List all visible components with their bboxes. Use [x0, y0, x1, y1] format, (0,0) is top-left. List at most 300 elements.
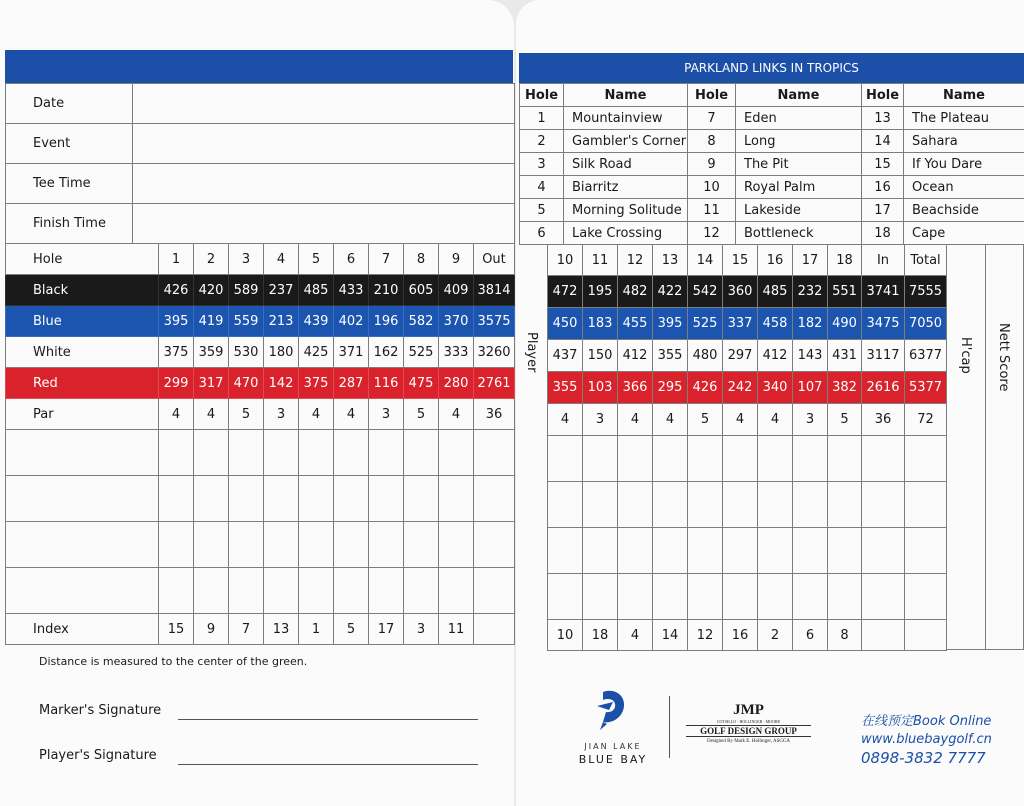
marker-signature-line — [178, 719, 478, 720]
hole-number-cell: 8 — [688, 130, 736, 153]
back-index-cell — [905, 620, 947, 651]
hole-name-row — [520, 153, 1024, 176]
back-yardage-cell: 551 — [828, 276, 862, 308]
hole-name-row — [520, 130, 1024, 153]
back-score-entry-row — [548, 482, 947, 528]
back-tee-row-red — [548, 372, 947, 404]
back-yardage-cell: 3 — [793, 404, 828, 436]
front-header-cell: 6 — [334, 244, 369, 275]
score-entry-cell[interactable] — [194, 522, 229, 568]
yardage-cell: 142 — [264, 368, 299, 399]
tee-label: Black — [6, 275, 159, 306]
info-entry-field[interactable] — [133, 164, 515, 204]
score-entry-cell[interactable] — [6, 430, 159, 476]
back-yardage-cell: 3117 — [862, 340, 905, 372]
booking-url[interactable]: www.bluebaygolf.cn — [861, 732, 992, 747]
score-entry-cell[interactable] — [404, 568, 439, 614]
score-entry-cell[interactable] — [474, 522, 515, 568]
score-entry-cell[interactable] — [758, 436, 793, 482]
score-entry-cell[interactable] — [905, 574, 947, 620]
yardage-cell: 333 — [439, 337, 474, 368]
info-label: Finish Time — [6, 204, 133, 244]
yardage-cell: 4 — [439, 399, 474, 430]
back-index-cell: 4 — [618, 620, 653, 651]
score-entry-cell[interactable] — [583, 436, 618, 482]
back-yardage-cell: 36 — [862, 404, 905, 436]
score-entry-cell[interactable] — [264, 522, 299, 568]
names-header-row — [520, 84, 1024, 107]
blue-bay-logo — [558, 686, 668, 776]
yardage-cell: 162 — [369, 337, 404, 368]
back-index-cell: 14 — [653, 620, 688, 651]
hole-name-cell: Morning Solitude — [564, 199, 688, 222]
hole-number-cell: 14 — [862, 130, 904, 153]
score-entry-cell[interactable] — [723, 482, 758, 528]
yardage-cell: 530 — [229, 337, 264, 368]
score-entry-cell[interactable] — [688, 528, 723, 574]
score-entry-cell[interactable] — [583, 574, 618, 620]
yardage-cell: 582 — [404, 306, 439, 337]
hole-number-cell: 13 — [862, 107, 904, 130]
hole-number-cell: 12 — [688, 222, 736, 245]
course-title: PARKLAND LINKS IN TROPICS — [684, 61, 859, 75]
score-entry-cell[interactable] — [264, 476, 299, 522]
hcap-label: H'cap — [958, 337, 973, 374]
score-entry-cell[interactable] — [905, 528, 947, 574]
score-entry-cell[interactable] — [299, 476, 334, 522]
score-entry-cell[interactable] — [583, 528, 618, 574]
back-yardage-cell: 183 — [583, 308, 618, 340]
hole-number-cell: 6 — [520, 222, 564, 245]
front-header-cell: 1 — [159, 244, 194, 275]
back-yardage-cell: 297 — [723, 340, 758, 372]
jmp-logo-name: JMP — [733, 702, 764, 718]
score-entry-row — [6, 476, 515, 522]
back-yardage-cell: 490 — [828, 308, 862, 340]
front-header-cell: Out — [474, 244, 515, 275]
front-header-cell: 5 — [299, 244, 334, 275]
yardage-cell: 237 — [264, 275, 299, 306]
back-yardage-cell: 5 — [828, 404, 862, 436]
score-entry-cell[interactable] — [439, 568, 474, 614]
score-entry-cell[interactable] — [194, 568, 229, 614]
score-entry-cell[interactable] — [159, 522, 194, 568]
score-entry-cell[interactable] — [828, 482, 862, 528]
back-yardage-cell: 5 — [688, 404, 723, 436]
back-yardage-cell: 295 — [653, 372, 688, 404]
score-entry-cell[interactable] — [369, 568, 404, 614]
hole-number-cell: 15 — [862, 153, 904, 176]
hole-name-row — [520, 176, 1024, 199]
tee-row-par — [6, 399, 515, 430]
score-entry-cell[interactable] — [905, 436, 947, 482]
yardage-cell: 3814 — [474, 275, 515, 306]
hole-name-cell: Bottleneck — [736, 222, 862, 245]
index-cell: 17 — [369, 614, 404, 645]
score-entry-cell[interactable] — [404, 522, 439, 568]
hole-name-cell: Lake Crossing — [564, 222, 688, 245]
yardage-cell: 4 — [194, 399, 229, 430]
score-entry-cell[interactable] — [548, 482, 583, 528]
back-yardage-cell: 412 — [758, 340, 793, 372]
hole-number-cell: 5 — [520, 199, 564, 222]
distance-note: Distance is measured to the center of the green. — [39, 655, 308, 668]
yardage-cell: 433 — [334, 275, 369, 306]
yardage-cell: 5 — [404, 399, 439, 430]
scorecard-right-page — [516, 0, 1024, 806]
back-index-cell: 16 — [723, 620, 758, 651]
marker-signature-label: Marker's Signature — [39, 703, 162, 718]
back-yardage-cell: 395 — [653, 308, 688, 340]
tee-label: Blue — [6, 306, 159, 337]
tee-row-red — [6, 368, 515, 399]
back-yardage-cell: 450 — [548, 308, 583, 340]
back-yardage-cell: 355 — [653, 340, 688, 372]
yardage-cell: 589 — [229, 275, 264, 306]
back-index-cell: 2 — [758, 620, 793, 651]
back-header-cell: 13 — [653, 245, 688, 276]
back-yardage-cell: 458 — [758, 308, 793, 340]
score-entry-cell[interactable] — [862, 528, 905, 574]
yardage-cell: 470 — [229, 368, 264, 399]
index-cell: 11 — [439, 614, 474, 645]
booking-info — [861, 710, 1011, 767]
score-entry-cell[interactable] — [299, 430, 334, 476]
score-entry-cell[interactable] — [862, 574, 905, 620]
front-header-cell: 3 — [229, 244, 264, 275]
yardage-cell: 180 — [264, 337, 299, 368]
names-header-cell: Name — [904, 84, 1024, 107]
back-header-row — [548, 245, 947, 276]
score-entry-cell[interactable] — [723, 574, 758, 620]
score-entry-cell[interactable] — [474, 430, 515, 476]
hole-name-cell: Silk Road — [564, 153, 688, 176]
yardage-cell: 317 — [194, 368, 229, 399]
score-entry-cell[interactable] — [793, 574, 828, 620]
hole-number-cell: 1 — [520, 107, 564, 130]
hole-name-cell: Cape — [904, 222, 1024, 245]
hole-name-cell: Long — [736, 130, 862, 153]
score-entry-cell[interactable] — [404, 430, 439, 476]
index-cell: 3 — [404, 614, 439, 645]
yardage-cell: 359 — [194, 337, 229, 368]
event-info-table — [5, 83, 515, 244]
yardage-cell: 395 — [159, 306, 194, 337]
score-entry-cell[interactable] — [653, 574, 688, 620]
names-header-cell: Name — [564, 84, 688, 107]
score-entry-cell[interactable] — [194, 476, 229, 522]
back-yardage-cell: 4 — [618, 404, 653, 436]
hole-number-cell: 17 — [862, 199, 904, 222]
score-entry-cell[interactable] — [159, 476, 194, 522]
score-entry-cell[interactable] — [369, 430, 404, 476]
blue-bay-logo-line2: BLUE BAY — [578, 753, 648, 766]
yardage-cell: 375 — [299, 368, 334, 399]
back-yardage-cell: 6377 — [905, 340, 947, 372]
yardage-cell: 3575 — [474, 306, 515, 337]
back-yardage-cell: 3475 — [862, 308, 905, 340]
yardage-cell: 371 — [334, 337, 369, 368]
score-entry-cell[interactable] — [862, 482, 905, 528]
info-entry-field[interactable] — [133, 204, 515, 244]
back-yardage-cell: 472 — [548, 276, 583, 308]
back-yardage-cell: 340 — [758, 372, 793, 404]
back-yardage-cell: 195 — [583, 276, 618, 308]
back-yardage-cell: 455 — [618, 308, 653, 340]
blue-bay-logo-icon — [591, 686, 635, 734]
hole-name-cell: The Pit — [736, 153, 862, 176]
yardage-cell: 5 — [229, 399, 264, 430]
back-yardage-cell: 103 — [583, 372, 618, 404]
book-online-cn: 在线预定 — [861, 714, 914, 729]
course-title-banner — [519, 53, 1024, 83]
hole-name-row — [520, 107, 1024, 130]
tee-label: Red — [6, 368, 159, 399]
front-header-cell: 4 — [264, 244, 299, 275]
index-cell: 15 — [159, 614, 194, 645]
score-entry-cell[interactable] — [618, 482, 653, 528]
score-entry-cell[interactable] — [229, 522, 264, 568]
yardage-cell: 419 — [194, 306, 229, 337]
jmp-logo — [686, 702, 811, 744]
back-yardage-cell: 382 — [828, 372, 862, 404]
yardage-cell: 370 — [439, 306, 474, 337]
jmp-logo-sub3: Designed By Mark E. Hollinger, ASGCA — [707, 739, 790, 744]
back-yardage-cell: 3741 — [862, 276, 905, 308]
tee-label: White — [6, 337, 159, 368]
score-entry-cell[interactable] — [723, 436, 758, 482]
score-entry-cell[interactable] — [548, 528, 583, 574]
info-row — [6, 204, 515, 244]
yardage-cell: 4 — [159, 399, 194, 430]
score-entry-cell[interactable] — [653, 528, 688, 574]
hole-number-cell: 4 — [520, 176, 564, 199]
score-entry-cell[interactable] — [299, 522, 334, 568]
score-entry-cell[interactable] — [369, 522, 404, 568]
score-entry-cell[interactable] — [6, 568, 159, 614]
back-yardage-cell: 480 — [688, 340, 723, 372]
back-yardage-cell: 485 — [758, 276, 793, 308]
back-header-cell: 11 — [583, 245, 618, 276]
player-signature-label: Player's Signature — [39, 748, 157, 763]
yardage-cell: 402 — [334, 306, 369, 337]
score-entry-cell[interactable] — [793, 436, 828, 482]
score-entry-cell[interactable] — [793, 482, 828, 528]
score-entry-row — [6, 430, 515, 476]
score-entry-row — [6, 522, 515, 568]
score-entry-cell[interactable] — [688, 482, 723, 528]
back-score-entry-row — [548, 528, 947, 574]
score-entry-cell[interactable] — [653, 436, 688, 482]
tee-row-black — [6, 275, 515, 306]
back-yardage-cell: 482 — [618, 276, 653, 308]
score-entry-cell[interactable] — [439, 522, 474, 568]
back-header-cell: Total — [905, 245, 947, 276]
yardage-cell: 2761 — [474, 368, 515, 399]
back-yardage-cell: 7050 — [905, 308, 947, 340]
score-entry-cell[interactable] — [905, 482, 947, 528]
score-entry-cell[interactable] — [474, 476, 515, 522]
back-index-cell: 18 — [583, 620, 618, 651]
names-header-cell: Hole — [862, 84, 904, 107]
back-yardage-cell: 150 — [583, 340, 618, 372]
back-header-cell: In — [862, 245, 905, 276]
front-header-cell: 8 — [404, 244, 439, 275]
back-tee-row-white — [548, 340, 947, 372]
score-entry-cell[interactable] — [688, 574, 723, 620]
back-header-cell: 12 — [618, 245, 653, 276]
back-yardage-cell: 72 — [905, 404, 947, 436]
yardage-cell: 4 — [334, 399, 369, 430]
back-tee-row-black — [548, 276, 947, 308]
back-index-cell: 8 — [828, 620, 862, 651]
tee-row-white — [6, 337, 515, 368]
yardage-cell: 426 — [159, 275, 194, 306]
score-entry-cell[interactable] — [6, 476, 159, 522]
hole-name-row — [520, 199, 1024, 222]
back-yardage-cell: 242 — [723, 372, 758, 404]
score-entry-cell[interactable] — [229, 476, 264, 522]
info-entry-field[interactable] — [133, 124, 515, 164]
score-entry-row — [6, 568, 515, 614]
info-label: Tee Time — [6, 164, 133, 204]
score-entry-cell[interactable] — [229, 430, 264, 476]
hole-name-cell: Mountainview — [564, 107, 688, 130]
hole-name-cell: Biarritz — [564, 176, 688, 199]
score-entry-cell[interactable] — [334, 476, 369, 522]
blue-bay-logo-line1: JIAN LAKE — [584, 742, 642, 751]
score-entry-cell[interactable] — [723, 528, 758, 574]
score-entry-cell[interactable] — [548, 436, 583, 482]
back-yardage-cell: 232 — [793, 276, 828, 308]
score-entry-cell[interactable] — [828, 574, 862, 620]
yardage-cell: 287 — [334, 368, 369, 399]
back-yardage-cell: 542 — [688, 276, 723, 308]
back-index-row — [548, 620, 947, 651]
back-yardage-cell: 412 — [618, 340, 653, 372]
score-entry-cell[interactable] — [159, 568, 194, 614]
yardage-cell: 213 — [264, 306, 299, 337]
hole-name-row — [520, 222, 1024, 245]
yardage-cell: 196 — [369, 306, 404, 337]
logo-divider — [669, 696, 670, 758]
score-entry-cell[interactable] — [404, 476, 439, 522]
info-row — [6, 124, 515, 164]
back-index-cell: 10 — [548, 620, 583, 651]
back-header-cell: 10 — [548, 245, 583, 276]
yardage-cell: 485 — [299, 275, 334, 306]
nett-score-label: Nett Score — [996, 323, 1011, 392]
back-yardage-cell: 3 — [583, 404, 618, 436]
hole-number-cell: 11 — [688, 199, 736, 222]
score-entry-cell[interactable] — [6, 522, 159, 568]
score-entry-cell[interactable] — [439, 476, 474, 522]
hole-names-table — [519, 83, 1024, 245]
score-entry-cell[interactable] — [583, 482, 618, 528]
score-entry-cell[interactable] — [334, 522, 369, 568]
info-entry-field[interactable] — [133, 84, 515, 124]
score-entry-cell[interactable] — [369, 476, 404, 522]
score-entry-cell[interactable] — [159, 430, 194, 476]
score-entry-cell[interactable] — [334, 430, 369, 476]
yardage-cell: 425 — [299, 337, 334, 368]
score-entry-cell[interactable] — [862, 436, 905, 482]
score-entry-cell[interactable] — [793, 528, 828, 574]
score-entry-cell[interactable] — [758, 482, 793, 528]
yardage-cell: 4 — [299, 399, 334, 430]
back-yardage-cell: 366 — [618, 372, 653, 404]
hole-name-cell: If You Dare — [904, 153, 1024, 176]
yardage-cell: 36 — [474, 399, 515, 430]
score-entry-cell[interactable] — [618, 528, 653, 574]
score-entry-cell[interactable] — [264, 430, 299, 476]
front-header-row — [6, 244, 515, 275]
score-entry-cell[interactable] — [828, 528, 862, 574]
info-label: Event — [6, 124, 133, 164]
score-entry-cell[interactable] — [194, 430, 229, 476]
score-entry-cell[interactable] — [439, 430, 474, 476]
booking-phone: 0898-3832 7777 — [861, 749, 986, 767]
back-header-cell: 16 — [758, 245, 793, 276]
score-entry-cell[interactable] — [264, 568, 299, 614]
hole-number-cell: 7 — [688, 107, 736, 130]
player-label: Player — [524, 332, 539, 373]
info-row — [6, 164, 515, 204]
score-entry-cell[interactable] — [688, 436, 723, 482]
score-entry-cell[interactable] — [229, 568, 264, 614]
yardage-cell: 299 — [159, 368, 194, 399]
left-header-banner — [5, 50, 513, 83]
score-entry-cell[interactable] — [618, 574, 653, 620]
hole-name-cell: Eden — [736, 107, 862, 130]
back-index-cell — [862, 620, 905, 651]
yardage-cell: 280 — [439, 368, 474, 399]
back-yardage-cell: 431 — [828, 340, 862, 372]
score-entry-cell[interactable] — [758, 574, 793, 620]
back-yardage-cell: 7555 — [905, 276, 947, 308]
front-header-cell: 7 — [369, 244, 404, 275]
front-header-cell: 9 — [439, 244, 474, 275]
back-yardage-cell: 143 — [793, 340, 828, 372]
index-cell: 13 — [264, 614, 299, 645]
score-entry-cell[interactable] — [758, 528, 793, 574]
score-entry-cell[interactable] — [828, 436, 862, 482]
score-entry-cell[interactable] — [334, 568, 369, 614]
score-entry-cell[interactable] — [653, 482, 688, 528]
hole-number-cell: 9 — [688, 153, 736, 176]
score-entry-cell[interactable] — [548, 574, 583, 620]
back-yardage-cell: 360 — [723, 276, 758, 308]
back-yardage-cell: 4 — [653, 404, 688, 436]
hole-number-cell: 16 — [862, 176, 904, 199]
yardage-cell: 439 — [299, 306, 334, 337]
index-cell: 7 — [229, 614, 264, 645]
score-entry-cell[interactable] — [618, 436, 653, 482]
back-header-cell: 15 — [723, 245, 758, 276]
hole-number-cell: 18 — [862, 222, 904, 245]
names-header-cell: Hole — [688, 84, 736, 107]
score-entry-cell[interactable] — [299, 568, 334, 614]
yardage-cell: 605 — [404, 275, 439, 306]
back-nine-table — [547, 244, 947, 651]
info-label: Date — [6, 84, 133, 124]
score-entry-cell[interactable] — [474, 568, 515, 614]
index-cell: 5 — [334, 614, 369, 645]
yardage-cell: 559 — [229, 306, 264, 337]
front-header-cell: Hole — [6, 244, 159, 275]
info-row — [6, 84, 515, 124]
back-tee-row-par — [548, 404, 947, 436]
